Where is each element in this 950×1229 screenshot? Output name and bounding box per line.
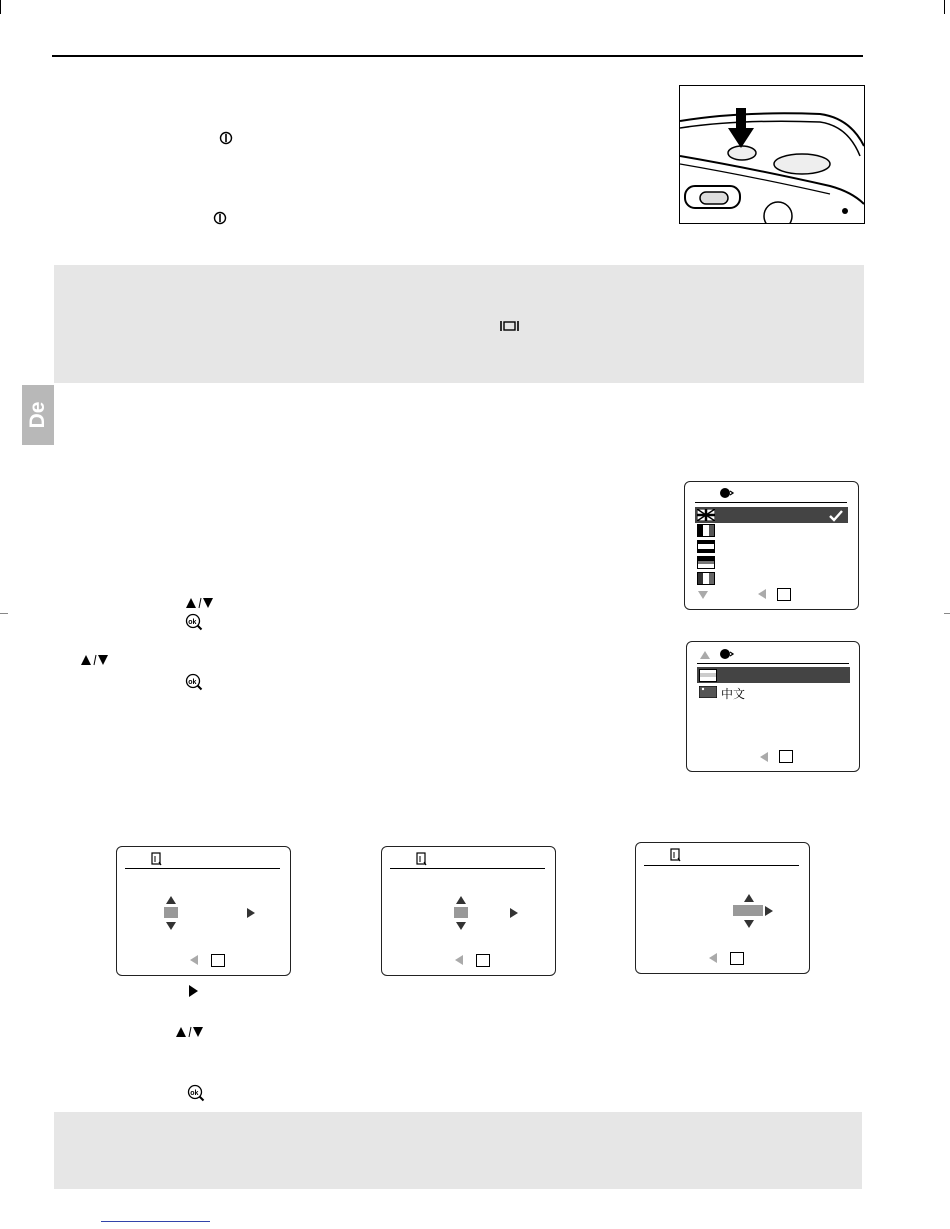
left-arrow-icon: [757, 588, 767, 600]
down-arrow-icon: [743, 919, 755, 929]
selected-field[interactable]: [164, 907, 178, 918]
ok-box: [777, 588, 791, 601]
ok-zoom-icon: [185, 613, 203, 631]
language-icon: [719, 647, 735, 661]
left-arrow-icon: [189, 954, 199, 966]
flag-icon: [697, 572, 715, 585]
right-arrow-icon: [246, 907, 256, 919]
flag-icon: [697, 524, 715, 537]
flag-icon: [697, 556, 715, 569]
selected-language-row[interactable]: [697, 667, 850, 683]
left-arrow-icon: [454, 954, 464, 966]
power-icon: [212, 210, 228, 226]
ok-box: [211, 954, 225, 967]
right-arrow-icon: [509, 907, 519, 919]
left-arrow-icon: [759, 751, 769, 763]
note-box-bottom: [54, 1112, 862, 1189]
left-arrow-icon: [708, 952, 718, 964]
selected-language-row[interactable]: [695, 507, 848, 523]
chinese-language-label[interactable]: 中文: [721, 687, 746, 701]
date-icon: [150, 852, 162, 866]
up-arrow-icon: [743, 893, 755, 903]
ok-box: [779, 750, 793, 763]
crop-mark-left: [0, 0, 1, 14]
ok-zoom-icon: [187, 1084, 205, 1102]
date-setting-screen-2: [381, 846, 556, 976]
ok-box: [476, 954, 490, 967]
note-box: [54, 265, 864, 383]
display-mode-icon: [499, 319, 521, 333]
down-arrow-icon: [165, 921, 177, 931]
date-setting-screen-1: [116, 846, 291, 976]
date-icon: [669, 848, 681, 862]
language-menu-screen: [684, 481, 859, 610]
fold-mark-right: [944, 613, 950, 614]
fold-mark-left: [0, 613, 8, 614]
up-down-arrow-icons: [176, 1026, 208, 1038]
selected-field[interactable]: [733, 905, 763, 916]
up-arrow-icon: [455, 895, 467, 905]
checkmark-icon: [828, 509, 844, 522]
up-arrow-icon: [165, 895, 177, 905]
language-menu-screen-page2: [686, 641, 860, 772]
up-arrow-icon: [699, 650, 711, 660]
svg-text:ok: ok: [190, 1090, 199, 1097]
ok-box: [730, 952, 744, 965]
language-tab: De: [22, 385, 54, 445]
flag-uk-icon: [697, 509, 715, 521]
svg-text:ok: ok: [188, 619, 197, 626]
date-setting-screen-3: [635, 842, 810, 974]
flag-chinese-icon: [699, 686, 717, 698]
selected-field[interactable]: [454, 907, 468, 918]
down-arrow-icon: [455, 921, 467, 931]
up-down-arrow-icons: [81, 654, 113, 666]
footer-link-underline[interactable]: [101, 1221, 210, 1222]
date-icon: [415, 852, 427, 866]
up-down-arrow-icons: [186, 597, 218, 609]
flag-icon: [697, 540, 715, 553]
power-icon: [218, 130, 234, 146]
camera-power-button-photo: [679, 85, 865, 224]
header-rule: [52, 55, 863, 57]
language-icon: [719, 486, 735, 500]
crop-mark-right: [944, 0, 945, 14]
down-arrow-icon: [697, 590, 709, 600]
right-arrow-icon: [187, 984, 199, 998]
right-arrow-icon: [764, 905, 774, 917]
ok-zoom-icon: [185, 673, 203, 691]
svg-text:ok: ok: [188, 679, 197, 686]
flag-icon: [699, 669, 717, 682]
